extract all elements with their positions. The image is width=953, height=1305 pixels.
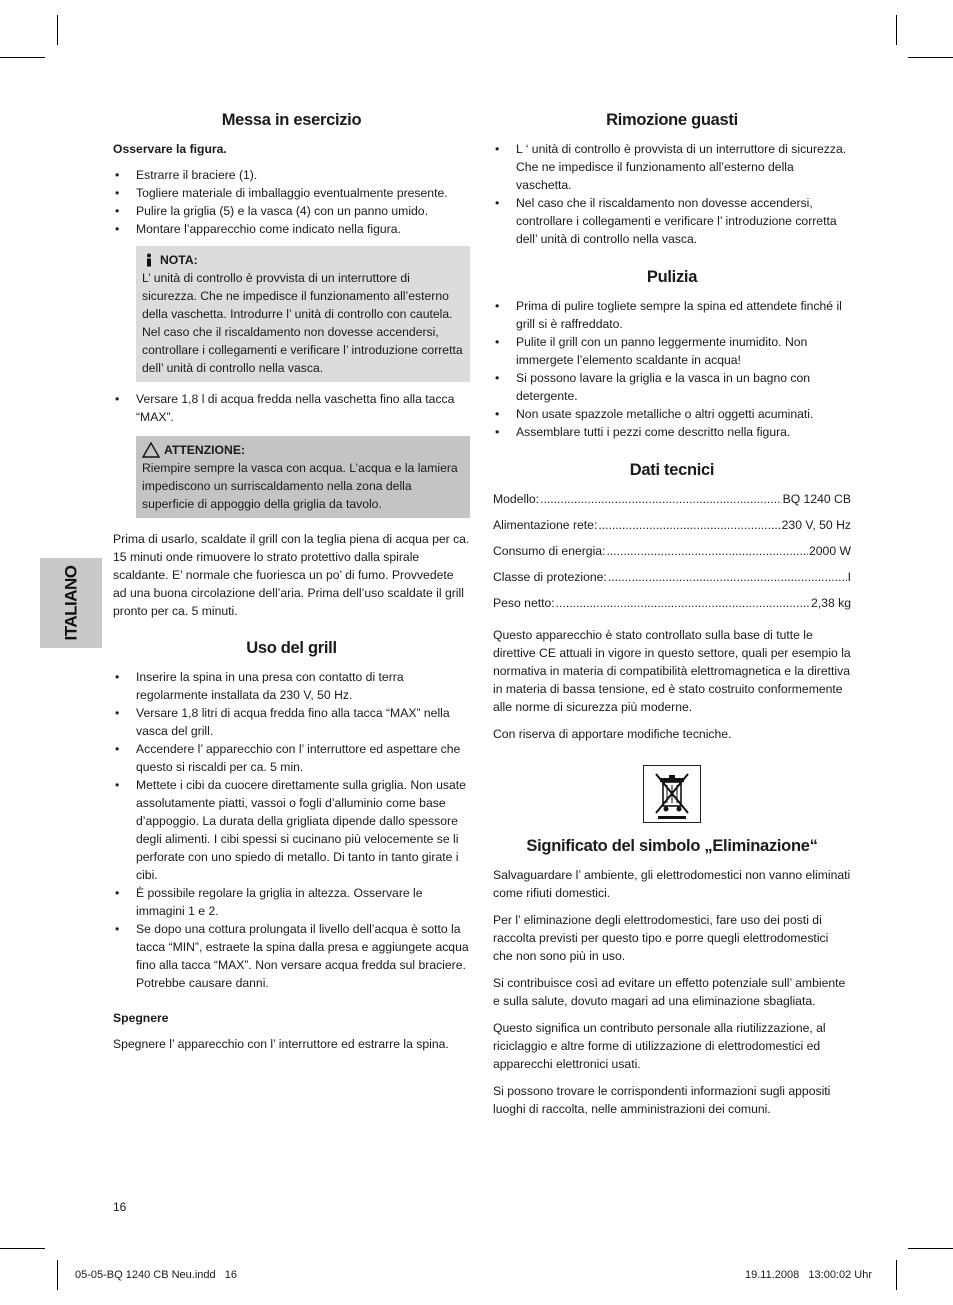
list-item: • Pulire la griglia (5) e la vasca (4) con un panno umido. [113,202,470,220]
note-box [136,246,470,382]
warning-box [136,436,470,518]
list-item: • Versare 1,8 l di acqua fredda nella vaschetta fino alla tacca “MAX”. [113,390,470,426]
list-item: • Mettete i cibi da cuocere direttamente sulla griglia. Non usate assolutamente piatti, vassoi o fogli d’alluminio come base d’appoggio. La durata della grigliata dipende dallo spessore degli alimenti. I cibi spessi si cucinano più velocemente se li perforate con uno spiedo di metallo. Di tanto in tanto girate i cibi. [113,776,470,884]
spec-row-model [493,490,851,508]
page-number: 16 [113,1200,127,1214]
note-heading [142,251,464,269]
list-item: • Nel caso che il riscaldamento non dovesse accendersi, controllare i collegamenti e verificare l’ introduzione corretta dell’ unità di controllo nella vasca. [493,194,851,248]
spec-label: Consumo di energia: [493,544,606,558]
spec-label: Modello: [493,492,540,506]
list-item: • È possibile regolare la griglia in altezza. Osservare le immagini 1 e 2. [113,884,470,920]
spec-value: I [847,570,851,584]
list-item: • Non usate spazzole metalliche o altri oggetti acuminati. [493,405,851,423]
list-item: • Versare 1,8 litri di acqua fredda fino alla tacca “MAX” nella vasca del grill. [113,704,470,740]
pulizia-list [493,297,851,441]
warning-triangle-icon [142,442,160,458]
footer-timestamp: 19.11.2008 13:00:02 Uhr [745,1269,873,1281]
crop-mark [896,15,897,45]
spec-value: 230 V, 50 Hz [781,518,851,532]
list-item: • Se dopo una cottura prolungata il livello dell’acqua è sotto la tacca “MIN”, estraete la spina dalla presa e aggiungete acqua fino alla tacca “MAX”. Non versare acqua fredda sul braciere. Potrebbe causare danni. [113,920,470,992]
list-item: • Togliere materiale di imballaggio eventualmente presente. [113,184,470,202]
disposal-paragraph: Per l’ eliminazione degli elettrodomestici, fare uso dei posti di raccolta previsti per questo tipo e porre quegli elettrodomestici che non sono più in uso. [493,913,829,963]
warning-title: ATTENZIONE: [164,443,246,457]
intro-paragraph: Prima di usarlo, scaldate il grill con la teglia piena di acqua per ca. 15 minuti onde rimuovere lo strato protettivo dalla spirale scaldante. E’ normale che fuoriesca un po’ di fumo. Provvedete ad una buona circolazione dell’aria. Prima dell’uso scaldate il grill pronto per ca. 5 minuti. [113,532,470,618]
footer-file-info: 05-05-BQ 1240 CB Neu.indd 16 [75,1269,238,1281]
spec-label: Alimentazione rete: [493,518,598,532]
warning-text: Riempire sempre la vasca con acqua. L’acqua e la lamiera impediscono un surriscaldamento nella zona della superficie di appoggio della griglia da tavolo. [142,461,458,511]
language-tab-label: ITALIANO [61,565,81,641]
section-title-pulizia: Pulizia [646,268,698,286]
ce-paragraph: Questo apparecchio è stato controllato sulla base di tutte le direttive CE attuali in vigore in questo settore, quali per esempio la normativa in materia di compatibilità elettromagnetica e la direttiva in materia di bassa tensione, ed è stato costruito conformemente alle norme di sicurezza più moderne. [493,628,851,714]
spec-value: 2,38 kg [811,596,851,610]
crop-mark [0,57,45,58]
spec-value: BQ 1240 CB [782,492,851,506]
section-title-dati: Dati tecnici [629,461,715,479]
right-column [493,110,851,1118]
spec-row-weight [493,594,851,612]
modifications-note: Con riserva di apportare modifiche tecniche. [493,727,732,741]
crop-mark [57,1260,58,1290]
uso-list [113,668,470,992]
section-title-rimozione: Rimozione guasti [606,111,738,129]
section-title-uso: Uso del grill [246,639,337,657]
list-item: • L ‘ unità di controllo è provvista di un interruttore di sicurezza. Che ne impedisce il funzionamento all’esterno della vaschetta. [493,140,851,194]
crop-mark [908,1248,953,1249]
spec-row-power-supply [493,516,851,534]
list-item: • Assemblare tutti i pezzi come descritto nella figura. [493,423,851,441]
subhead-spegnere: Spegnere [113,1011,169,1025]
list-item: • Estrarre il braciere (1). [113,166,470,184]
list-item: • Accendere l’ apparecchio con l’ interruttore ed aspettare che questo si riscaldi per ca. 5 min. [113,740,470,776]
disposal-paragraph: Salvaguardare l’ ambiente, gli elettrodomestici non vanno eliminati come rifiuti domestici. [493,868,851,900]
crossed-bin-icon [643,765,701,823]
left-column [113,110,470,1053]
list-item: • Pulite il grill con un panno leggermente inumidito. Non immergete l’elemento scaldante in acqua! [493,333,851,369]
crop-mark [908,57,953,58]
crop-mark [896,1260,897,1290]
section-title-simbolo: Significato del simbolo „Eliminazione“ [526,837,818,855]
subhead-observe-figure: Osservare la figura. [113,142,227,156]
disposal-paragraph: Questo significa un contributo personale alla riutilizzazione, al riciclaggio e altre forme di utilizzazione di elettrodomestici ed apparecchi elettronici usati. [493,1021,826,1071]
spec-row-energy [493,542,851,560]
note-title: NOTA: [160,253,198,267]
section-title-messa: Messa in esercizio [221,111,362,129]
messa-list [113,166,470,238]
note-text: L’ unità di controllo è provvista di un interruttore di sicurezza. Che ne impedisce il funzionamento all’esterno della vaschetta. Introdurre l’ unità di controllo con cautela. Nel caso che il riscaldamento non dovesse accendersi, controllare i collegamenti e verificare l’ introduzione corretta dell’ unità di controllo nella vasca. [142,271,463,375]
crop-mark [57,15,58,45]
list-item: • Prima di pulire togliete sempre la spina ed attendete finché il grill si è raffreddato. [493,297,851,333]
list-item: • Inserire la spina in una presa con contatto di terra regolarmente installata da 230 V, 50 Hz. [113,668,470,704]
warning-heading [142,441,464,459]
rimozione-list [493,140,851,248]
list-item: • Montare l’apparecchio come indicato nella figura. [113,220,470,238]
spec-value: 2000 W [808,544,851,558]
spegnere-text: Spegnere l’ apparecchio con l’ interruttore ed estrarre la spina. [113,1037,449,1051]
spec-label: Classe di protezione: [493,570,607,584]
crop-mark [0,1248,45,1249]
disposal-paragraph: Si contribuisce così ad evitare un effetto potenziale sull’ ambiente e sulla salute, dovuto magari ad una eliminazione sbagliata. [493,976,846,1008]
disposal-paragraph: Si possono trovare le corrispondenti informazioni sugli appositi luoghi di raccolta, nelle amministrazioni dei comuni. [493,1084,831,1116]
info-icon [142,253,156,267]
spec-label: Peso netto: [493,596,555,610]
spec-table [493,490,851,612]
language-tab [40,558,102,648]
list-item: • Si possono lavare la griglia e la vasca in un bagno con detergente. [493,369,851,405]
spec-row-protection-class [493,568,851,586]
messa-list-2 [113,390,470,426]
